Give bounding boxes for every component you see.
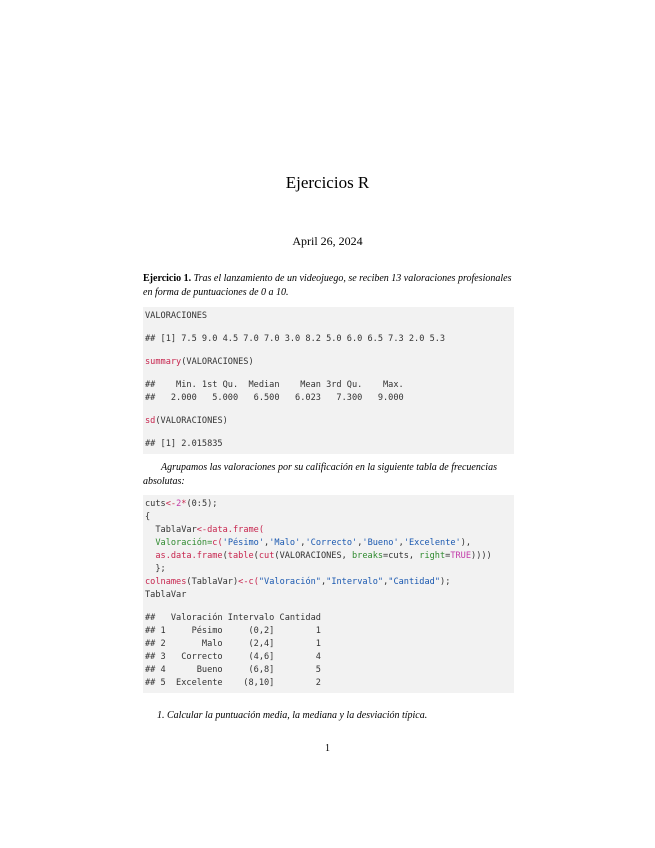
string: "Cantidad" [388, 577, 441, 587]
operator: <- [238, 577, 249, 587]
function-name: as.data.frame [145, 551, 223, 561]
code-text: = [445, 551, 451, 561]
exercise-paragraph [143, 272, 514, 300]
output-line: ## Min. 1st Qu. Median Mean 3rd Qu. Max. [145, 380, 409, 390]
code-text: ); [440, 577, 451, 587]
code-line [145, 498, 512, 511]
code-text: , [300, 538, 306, 548]
code-text: (VALORACIONES, [274, 551, 352, 561]
function-name: cut [258, 551, 275, 561]
string: 'Pésimo' [222, 538, 265, 548]
code-chunk-table [143, 495, 514, 693]
code-text: , [264, 538, 270, 548]
code-text: (VALORACIONES) [181, 357, 254, 367]
code-text: , [357, 538, 363, 548]
code-chunk-summary [143, 307, 514, 454]
code-line [145, 356, 512, 369]
string: 'Bueno' [362, 538, 399, 548]
string: "Valoración" [258, 577, 321, 587]
table-row: ## 1 Pésimo (0,2] 1 [145, 626, 321, 636]
function-name: table [227, 551, 254, 561]
function-name: sd [145, 416, 156, 426]
paragraph-text: Agrupamos las valoraciones por su calificación en la siguiente tabla de frecuencias absolutas: [143, 462, 497, 487]
number: 2 [176, 499, 182, 509]
table-row: ## 2 Malo (2,4] 1 [145, 639, 321, 649]
output-line: ## 2.000 5.000 6.500 6.023 7.300 9.000 [145, 393, 409, 403]
operator: <- [196, 525, 208, 535]
code-text: (VALORACIONES) [155, 416, 228, 426]
operator: = [207, 538, 213, 548]
string: 'Correcto' [305, 538, 358, 548]
document-date: April 26, 2024 [292, 234, 363, 248]
document-title: Ejercicios R [285, 173, 370, 192]
code-text: , [398, 538, 404, 548]
table-row: ## 4 Bueno (6,8] 5 [145, 665, 321, 675]
table-row: ## 3 Correcto (4,6] 4 [145, 652, 321, 662]
operator: <- [165, 499, 177, 509]
string: 'Excelente' [403, 538, 461, 548]
output-line: ## [1] 2.015835 [145, 439, 223, 449]
code-text: ), [460, 538, 472, 548]
argument-name: breaks [352, 551, 384, 561]
exercise-text: Tras el lanzamiento de un videojuego, se reciben 13 valoraciones profesionales en forma de puntuaciones de 0 a 10. [143, 273, 512, 298]
function-name: c( [248, 577, 259, 587]
code-text: TablaVar [145, 525, 197, 535]
code-line [145, 550, 512, 563]
code-text: cuts [145, 499, 166, 509]
string: "Intervalo" [326, 577, 384, 587]
code-text: =cuts, [383, 551, 420, 561]
code-line [145, 537, 512, 550]
code-text: , [320, 577, 327, 587]
function-name: summary [145, 357, 182, 367]
argument-name: Valoración [145, 538, 208, 548]
code-text: ( [222, 551, 228, 561]
code-text: (TablaVar) [186, 577, 239, 587]
code-text: )))) [471, 551, 492, 561]
string: 'Malo' [269, 538, 301, 548]
list-item: 1. Calcular la puntuación media, la mediana y la desviación típica. [157, 710, 428, 721]
output-line: ## [1] 7.5 9.0 4.5 7.0 7.0 3.0 8.2 5.0 6.0 6.5 7.3 2.0 5.3 [145, 334, 446, 344]
code-line: TablaVar [145, 590, 187, 600]
table-header: ## Valoración Intervalo Cantidad [145, 613, 321, 623]
code-line: }; [145, 564, 166, 574]
code-line [145, 524, 512, 537]
code-line: { [145, 512, 151, 522]
code-text: , [383, 577, 389, 587]
exercise-label: Ejercicio 1. [143, 273, 192, 284]
code-line [145, 415, 512, 428]
function-name: data.frame( [207, 525, 265, 535]
argument-name: right [419, 551, 446, 561]
table-row: ## 5 Excelente (8,10] 2 [145, 678, 321, 688]
function-name: colnames [145, 577, 187, 587]
code-text: ( [253, 551, 259, 561]
page-number: 1 [325, 743, 330, 754]
code-text: (0:5); [186, 499, 218, 509]
function-name: c( [212, 538, 223, 548]
operator: * [181, 499, 187, 509]
code-line [145, 576, 512, 589]
keyword: TRUE [450, 551, 472, 561]
code-line: VALORACIONES [145, 311, 208, 321]
